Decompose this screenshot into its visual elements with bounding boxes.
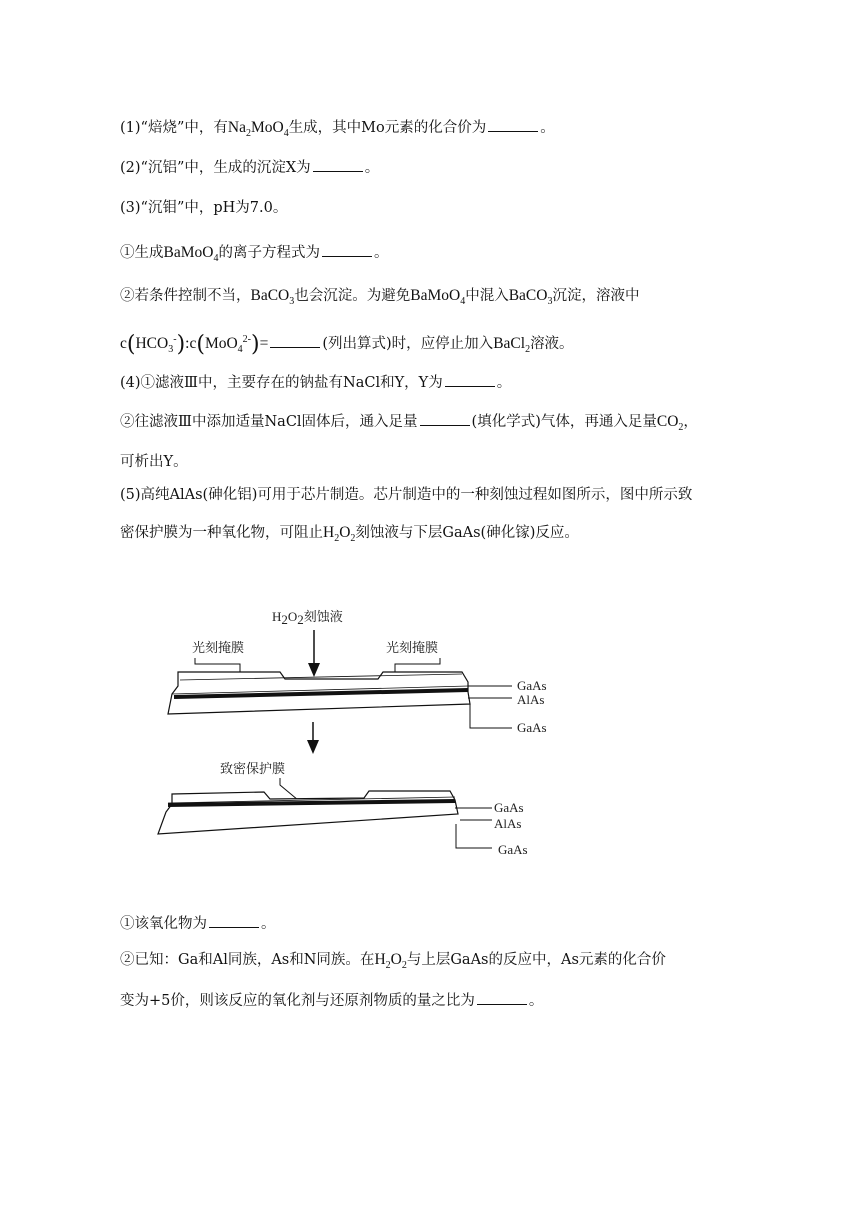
answer-blank[interactable] <box>445 372 495 387</box>
top-gaas1-label: GaAs <box>517 678 547 693</box>
answer-blank[interactable] <box>488 117 538 132</box>
question-5-2-cont: 变为+5价，则该反应的氧化剂与还原剂物质的量之比为 。 <box>120 990 543 1011</box>
answer-blank[interactable] <box>270 333 320 348</box>
question-5: (5)高纯AlAs(砷化铝)可用于芯片制造。芯片制造中的一种刻蚀过程如图所示，图中所示致 <box>120 487 693 503</box>
answer-blank[interactable] <box>477 990 527 1005</box>
question-2: (2)“沉铝”中，生成的沉淀X为 。 <box>120 157 379 178</box>
etching-diagram <box>150 600 570 870</box>
arrow-head-icon <box>307 740 319 754</box>
question-3-2: ②若条件控制不当，BaCO$_3$也会沉淀。为避免BaMoO$_4$中混入BaCO$_3$沉淀，溶液中 <box>120 287 640 308</box>
question-1: (1)“焙烧”中，有$Na_2MoO_4$生成，其中Mo元素的化合价为 。 <box>120 119 555 140</box>
answer-blank[interactable] <box>322 242 372 257</box>
question-5-1: ①该氧化物为 。 <box>120 913 276 934</box>
protect-label: 致密保护膜 <box>220 762 286 777</box>
arrow-head-icon <box>308 663 320 677</box>
mask-left-leader <box>195 658 240 672</box>
question-4-2: ②往滤液Ⅲ中添加适量NaCl固体后，通入足量 (填化学式)气体，再通入足量$CO_2$， <box>120 413 698 434</box>
bot-gaas2-leader <box>456 824 492 848</box>
protect-leader <box>280 778 298 800</box>
answer-blank[interactable] <box>420 411 470 426</box>
bottom-wafer <box>158 791 458 834</box>
answer-blank[interactable] <box>209 913 259 928</box>
mask-right-leader <box>395 658 440 672</box>
answer-blank[interactable] <box>313 157 363 172</box>
question-3-1: ①生成BaMoO$_4$的离子方程式为 。 <box>120 244 389 265</box>
top-alas-label: AlAs <box>517 692 545 707</box>
question-3: (3)“沉钼”中，pH为7.0。 <box>120 200 288 216</box>
question-4-2-cont: 可析出Y。 <box>120 454 188 470</box>
bot-gaas2-label: GaAs <box>498 842 528 857</box>
mask-right-label: 光刻掩膜 <box>386 641 439 656</box>
question-3-ratio: $c(HCO_3^-):c(MoO_4^{2-})=$ (列出算式)时，应停止加入BaCl$_2$溶液。 <box>120 332 574 358</box>
top-gaas2-leader <box>470 704 512 728</box>
question-5-cont: 密保护膜为一种氧化物，可阻止$H_2O_2$刻蚀液与下层GaAs(砷化镓)反应。 <box>120 524 579 545</box>
top-gaas2-label: GaAs <box>517 720 547 735</box>
bot-gaas1-label: GaAs <box>494 800 524 815</box>
mask-left-label: 光刻掩膜 <box>192 641 245 656</box>
question-4-1: (4)①滤液Ⅲ中，主要存在的钠盐有NaCl和Y，Y为 。 <box>120 372 511 393</box>
etchant-label: H2O2刻蚀液 <box>272 609 343 627</box>
bot-alas-label: AlAs <box>494 816 522 831</box>
question-5-2: ②已知：Ga和Al同族，As和N同族。在$H_2O_2$与上层GaAs的反应中，As元素的化合价 <box>120 951 666 972</box>
